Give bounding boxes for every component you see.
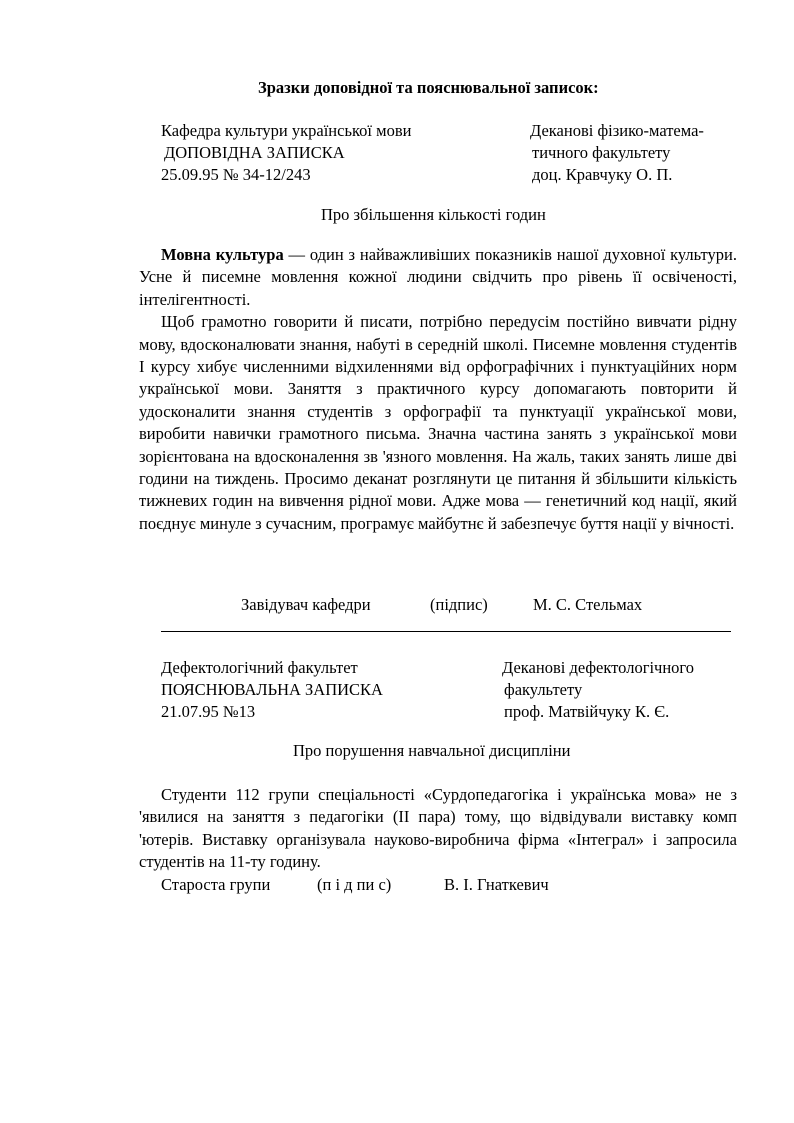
memo2-signature-position: Староста групи — [161, 875, 271, 894]
memo1-recipient-block — [530, 120, 704, 186]
memo2-paragraph-1: Студенти 112 групи спеціальності «Сурдопедагогіка і українська мова» не з 'явилися на заняття з педагогіки (II пара) тому, що відвідували виставку комп 'ютерів. Виставку організувала науково-виробнича фірма «Інтеграл» і запросила студентів на 11-ту годину. — [139, 785, 737, 872]
memo2-sender-block — [161, 657, 383, 723]
memo1-sender-block — [161, 120, 411, 186]
memo1-paragraph-1-text: — один з найважливіших показників нашої духовної культури. Усне й писемне мовлення кожної людини свідчить про рівень її освіченості, інтелігентності. — [139, 245, 737, 309]
memo2-subject: Про порушення навчальної дисципліни — [293, 741, 571, 760]
memo1-signature-name: М. С. Стельмах — [533, 595, 643, 614]
memo2-department: Дефектологічний факультет — [161, 658, 358, 677]
memo1-signature-position: Завідувач кафедри — [241, 595, 371, 614]
memo2-recipient-line3: проф. Матвійчуку К. Є. — [504, 702, 670, 721]
memo2-recipient-line2: факультету — [504, 680, 583, 699]
memo1-paragraph-1 — [139, 244, 737, 311]
memo1-paragraph-2: Щоб грамотно говорити й писати, потрібно передусім постійно вивчати рідну мову, вдосконалювати знання, набуті в середній школі. Писемне мовлення студентів І курсу хибує численними відхиленнями від орфографічних і пунктуаційних норм української мови. Заняття з практичного курсу допомагають повторити й удосконалити знання студентів з орфографії та пунктуації української мови, виробити навички грамотного письма. Значна частина занять з української мови зорієнтована на вдосконалення зв 'язного мовлення. На жаль, таких занять лише дві години на тиждень. Просимо деканат розглянути це питання й збільшити кількість тижневих годин на вивчення рідної мови. Адже мова — генетичний код нації, який поєднує минуле з сучасним, програмує майбутнє й забезпечує буття нації у вічності. — [139, 312, 737, 533]
memo2-signature-placeholder: (п і д пи с) — [317, 875, 392, 894]
memo1-bold-term: Мовна культура — [161, 245, 284, 264]
memo2-recipient-line1: Деканові дефектологічного — [502, 658, 695, 677]
memo1-doc-type: ДОПОВІДНА ЗАПИСКА — [164, 143, 345, 162]
memo1-signature-placeholder: (підпис) — [430, 595, 488, 614]
memo2-signature-name: В. І. Гнаткевич — [444, 875, 549, 894]
memo1-department: Кафедра культури української мови — [161, 121, 412, 140]
memo1-recipient-line1: Деканові фізико-матема- — [530, 121, 704, 140]
memo1-date-number: 25.09.95 № 34-12/243 — [161, 165, 311, 184]
memo1-recipient-line3: доц. Кравчуку О. П. — [532, 165, 673, 184]
memo2-body — [139, 784, 737, 874]
memo1-recipient-line2: тичного факультету — [532, 143, 671, 162]
document-title: Зразки доповідної та пояснювальної записок: — [258, 78, 599, 97]
section-divider — [161, 631, 731, 632]
memo1-body — [139, 244, 737, 535]
memo1-subject: Про збільшення кількості годин — [321, 205, 546, 224]
memo2-doc-type: ПОЯСНЮВАЛЬНА ЗАПИСКА — [161, 680, 383, 699]
memo2-recipient-block — [502, 657, 694, 723]
memo2-date-number: 21.07.95 №13 — [161, 702, 256, 721]
